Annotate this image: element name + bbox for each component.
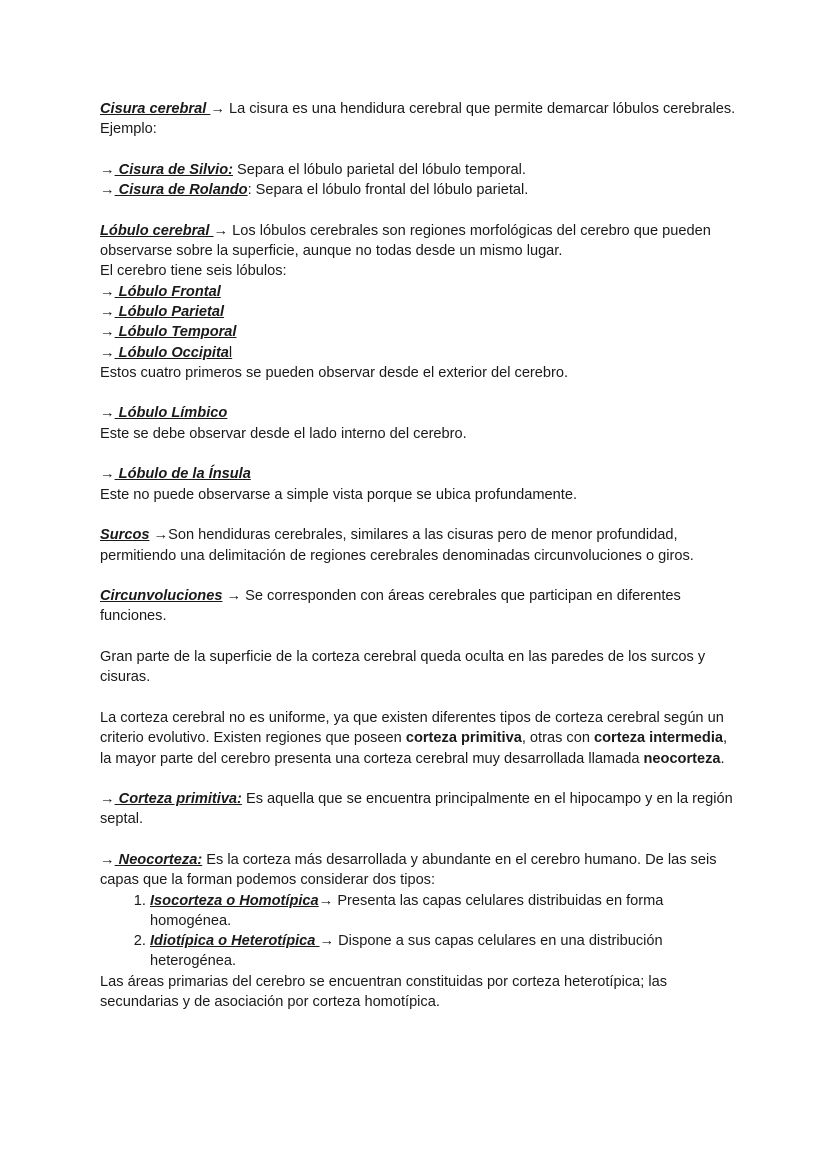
item-text: → Dispone a sus capas celulares en una distribución heterogénea. xyxy=(150,933,663,970)
lobulo-parietal-term: Lóbulo Parietal xyxy=(114,303,225,320)
circunvoluciones-text: → Se corresponden con áreas cerebrales que participan en diferentes funciones. xyxy=(100,588,681,625)
insula-text: Este no puede observarse a simple vista porque se ubica profundamente. xyxy=(100,486,578,503)
arrow: → xyxy=(100,405,115,422)
list-item xyxy=(100,343,740,363)
arrow: → xyxy=(100,283,115,300)
surcos-definition xyxy=(100,525,740,566)
text-run: . xyxy=(720,750,725,767)
cisura-term: Cisura cerebral xyxy=(100,101,211,117)
list-item xyxy=(100,282,740,302)
arrow: → xyxy=(100,161,115,178)
lobulo-limbico-term: Lóbulo Límbico xyxy=(114,405,228,422)
corteza-tipos-paragraph xyxy=(100,708,740,769)
lobulo-occipital-term: Lóbulo Occipita xyxy=(114,344,229,361)
list-item xyxy=(100,302,740,322)
arrow: → xyxy=(213,222,229,239)
lobulo-frontal-term: Lóbulo Frontal xyxy=(114,283,221,300)
list-item xyxy=(100,322,740,342)
bold-neocorteza: neocorteza xyxy=(643,750,721,767)
lobulo-definition xyxy=(100,221,740,262)
arrow: → xyxy=(100,324,115,341)
circunvoluciones-term: Circunvoluciones xyxy=(100,588,223,605)
lobulo-insula-term: Lóbulo de la Ínsula xyxy=(114,466,251,483)
corteza-primitiva-text: Es aquella que se encuentra principalmente en el hipocampo y en la región septal. xyxy=(100,791,733,828)
list-item xyxy=(150,931,740,972)
list-item xyxy=(100,180,740,200)
neocorteza-list xyxy=(100,891,740,972)
list-item xyxy=(100,403,740,423)
circunvoluciones-definition xyxy=(100,586,740,627)
cisura-silvio-term: Cisura de Silvio: xyxy=(114,161,233,178)
corteza-oculta-paragraph: Gran parte de la superficie de la corteza cerebral queda oculta en las paredes de los surcos y cisuras. xyxy=(100,649,706,686)
list-item xyxy=(150,891,740,932)
surcos-term: Surcos xyxy=(100,527,150,544)
item-text: → Presenta las capas celulares distribuidas en forma homogénea. xyxy=(150,892,664,929)
text-run: , otras con xyxy=(521,730,595,747)
neocorteza-text: Es la corteza más desarrollada y abundante en el cerebro humano. De las seis capas que la forman podemos considerar dos tipos: xyxy=(100,851,717,889)
bold-corteza-intermedia: corteza intermedia xyxy=(594,730,723,747)
arrow: → xyxy=(100,466,115,483)
text-run: La corteza cerebral no es uniforme, ya que existen diferentes tipos de corteza cerebral según un criterio evolutivo. Existen regiones que poseen xyxy=(100,709,724,747)
example-label: Ejemplo: xyxy=(100,121,157,138)
bold-corteza-primitiva: corteza primitiva xyxy=(405,730,522,747)
item-tail: l xyxy=(228,344,233,361)
list-item xyxy=(100,464,740,484)
neocorteza-definition xyxy=(100,850,740,891)
item-text: : Separa el lóbulo frontal del lóbulo parietal. xyxy=(247,182,529,199)
arrow: → xyxy=(100,303,115,320)
cisura-rolando-term: Cisura de Rolando xyxy=(114,182,248,199)
corteza-primitiva-definition xyxy=(100,789,740,830)
arrow: → xyxy=(100,182,115,199)
text-run: , la mayor parte del cerebro presenta una corteza cerebral muy desarrollada llamada xyxy=(100,730,728,767)
corteza-primitiva-term: Corteza primitiva: xyxy=(114,791,242,808)
arrow: → xyxy=(210,101,225,117)
cisura-definition xyxy=(100,99,740,119)
surcos-text: →Son hendiduras cerebrales, similares a las cisuras pero de menor profundidad, permitiendo una delimitación de regiones cerebrales denominadas circunvoluciones o giros. xyxy=(100,527,694,564)
lobulo-temporal-term: Lóbulo Temporal xyxy=(114,324,237,341)
isocorteza-term: Isocorteza o Homotípica xyxy=(150,892,319,909)
item-text: Separa el lóbulo parietal del lóbulo temporal. xyxy=(233,161,526,178)
document-page xyxy=(100,99,740,1012)
lobulo-intro: El cerebro tiene seis lóbulos: xyxy=(100,263,287,280)
arrow: → xyxy=(100,791,115,808)
neocorteza-term: Neocorteza: xyxy=(114,851,203,868)
limbico-text: Este se debe observar desde el lado interno del cerebro. xyxy=(100,425,467,442)
lobulo-note: Estos cuatro primeros se pueden observar desde el exterior del cerebro. xyxy=(100,364,569,381)
arrow: → xyxy=(100,851,115,868)
cisura-text: La cisura es una hendidura cerebral que permite demarcar lóbulos cerebrales. xyxy=(224,101,736,117)
neocorteza-closing: Las áreas primarias del cerebro se encuentran constituidas por corteza heterotípica; las secundarias y de asociación por corteza homotípica. xyxy=(100,973,668,1011)
lobulo-text: Los lóbulos cerebrales son regiones morfológicas del cerebro que pueden observarse sobre la superficie, aunque no todas desde un mismo lugar. xyxy=(100,222,711,260)
lobulo-term: Lóbulo cerebral xyxy=(100,222,214,239)
idiotipica-term: Idiotípica o Heterotípica xyxy=(150,933,320,950)
list-item xyxy=(100,160,740,180)
arrow: → xyxy=(100,344,115,361)
